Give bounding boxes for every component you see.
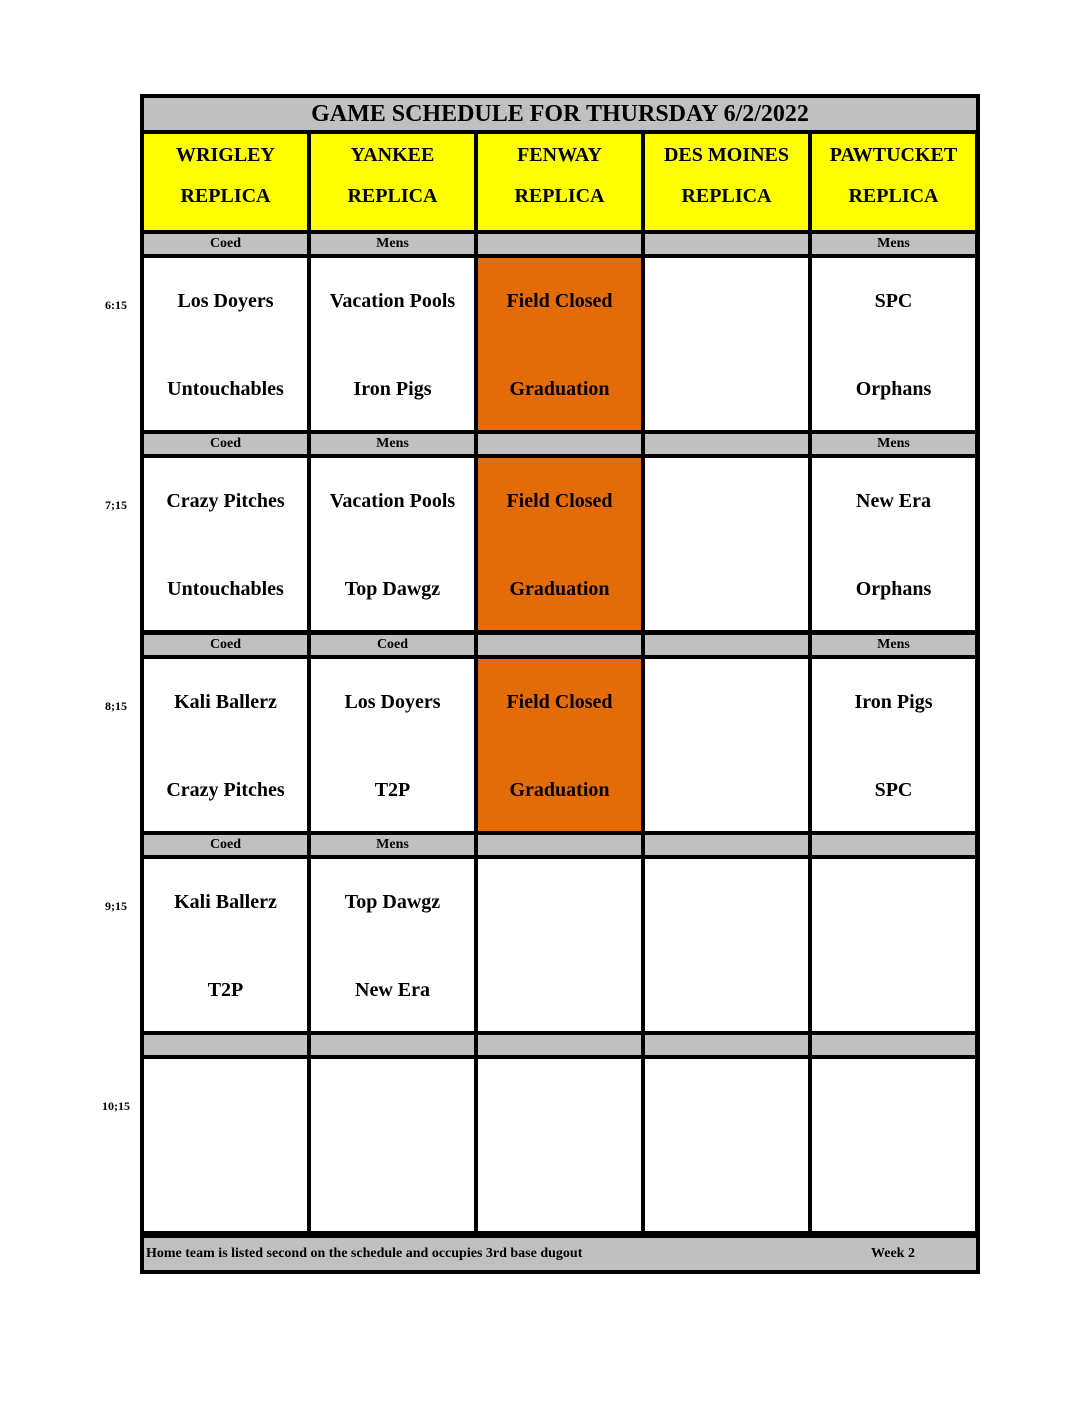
division-label: Mens xyxy=(311,434,474,454)
division-label xyxy=(478,1035,641,1055)
game-cell xyxy=(311,659,474,831)
away-team: Kali Ballerz xyxy=(174,691,277,713)
home-team: Graduation xyxy=(509,779,610,801)
home-team: New Era xyxy=(355,979,430,1001)
home-team: Untouchables xyxy=(167,578,284,600)
division-label: Mens xyxy=(812,635,975,655)
footer-note: Home team is listed second on the schedule and occupies 3rd base dugout xyxy=(146,1246,583,1261)
game-cell xyxy=(812,859,975,1031)
field-header-1 xyxy=(311,134,474,230)
home-team: Top Dawgz xyxy=(344,578,441,600)
home-team: Orphans xyxy=(855,378,932,400)
time-label: 9;15 xyxy=(105,899,127,913)
home-team: Untouchables xyxy=(167,378,284,400)
division-label xyxy=(645,234,808,254)
field-subtitle: REPLICA xyxy=(347,185,438,207)
division-label: Coed xyxy=(144,635,307,655)
game-cell xyxy=(311,1059,474,1231)
schedule-title: GAME SCHEDULE FOR THURSDAY 6/2/2022 xyxy=(144,98,976,130)
away-team: SPC xyxy=(874,290,913,312)
time-label: 8;15 xyxy=(105,699,127,713)
away-team: Vacation Pools xyxy=(329,290,456,312)
schedule-footer xyxy=(144,1238,976,1270)
division-label xyxy=(478,234,641,254)
division-label xyxy=(311,1035,474,1055)
field-closed-cell xyxy=(478,458,641,630)
away-team: Los Doyers xyxy=(344,691,441,713)
game-cell xyxy=(311,258,474,430)
division-label: Mens xyxy=(311,234,474,254)
field-subtitle: REPLICA xyxy=(514,185,605,207)
home-team: Iron Pigs xyxy=(353,378,432,400)
away-team: Kali Ballerz xyxy=(174,891,277,913)
field-name: WRIGLEY xyxy=(176,144,275,166)
game-cell xyxy=(645,258,808,430)
field-header-4 xyxy=(812,134,975,230)
division-label: Coed xyxy=(144,434,307,454)
game-cell xyxy=(645,1059,808,1231)
away-team: Top Dawgz xyxy=(344,891,441,913)
field-subtitle: REPLICA xyxy=(681,185,772,207)
game-cell xyxy=(144,258,307,430)
division-label: Mens xyxy=(812,434,975,454)
game-cell xyxy=(144,1059,307,1231)
division-label: Coed xyxy=(311,635,474,655)
division-label xyxy=(478,835,641,855)
home-team: T2P xyxy=(374,779,411,801)
home-team: T2P xyxy=(207,979,244,1001)
game-cell xyxy=(812,1059,975,1231)
schedule-table xyxy=(140,94,980,1274)
away-team: Los Doyers xyxy=(177,290,274,312)
division-label xyxy=(812,1035,975,1055)
game-cell xyxy=(144,659,307,831)
away-team: Field Closed xyxy=(506,490,613,512)
home-team: Graduation xyxy=(509,578,610,600)
game-cell xyxy=(812,258,975,430)
division-label xyxy=(645,434,808,454)
field-closed-cell xyxy=(478,258,641,430)
field-name: FENWAY xyxy=(517,144,602,166)
field-name: PAWTUCKET xyxy=(829,144,958,166)
away-team: Iron Pigs xyxy=(854,691,933,713)
away-team: Field Closed xyxy=(506,691,613,713)
time-label: 7;15 xyxy=(105,498,127,512)
time-label: 6:15 xyxy=(105,298,127,312)
away-team: New Era xyxy=(856,490,931,512)
week-label: Week 2 xyxy=(871,1246,915,1261)
away-team: Crazy Pitches xyxy=(166,490,285,512)
home-team: SPC xyxy=(874,779,913,801)
division-label xyxy=(645,635,808,655)
field-subtitle: REPLICA xyxy=(180,185,271,207)
division-label: Coed xyxy=(144,835,307,855)
field-header-0 xyxy=(144,134,307,230)
game-cell xyxy=(311,458,474,630)
game-cell xyxy=(144,458,307,630)
division-label xyxy=(478,434,641,454)
field-header-3 xyxy=(645,134,808,230)
division-label xyxy=(812,835,975,855)
home-team: Graduation xyxy=(509,378,610,400)
game-cell xyxy=(812,458,975,630)
game-cell xyxy=(144,859,307,1031)
home-team: Orphans xyxy=(855,578,932,600)
field-name: DES MOINES xyxy=(663,144,790,166)
division-label xyxy=(144,1035,307,1055)
game-cell xyxy=(645,659,808,831)
field-subtitle: REPLICA xyxy=(848,185,939,207)
division-label: Mens xyxy=(812,234,975,254)
field-closed-cell xyxy=(478,659,641,831)
division-label xyxy=(645,1035,808,1055)
game-cell xyxy=(478,859,641,1031)
division-label: Mens xyxy=(311,835,474,855)
field-name: YANKEE xyxy=(350,144,435,166)
time-label: 10;15 xyxy=(102,1099,130,1113)
division-label xyxy=(478,635,641,655)
game-cell xyxy=(478,1059,641,1231)
home-team: Crazy Pitches xyxy=(166,779,285,801)
away-team: Field Closed xyxy=(506,290,613,312)
field-header-2 xyxy=(478,134,641,230)
division-label xyxy=(645,835,808,855)
game-cell xyxy=(645,458,808,630)
away-team: Vacation Pools xyxy=(329,490,456,512)
game-cell xyxy=(311,859,474,1031)
game-cell xyxy=(645,859,808,1031)
game-cell xyxy=(812,659,975,831)
division-label: Coed xyxy=(144,234,307,254)
